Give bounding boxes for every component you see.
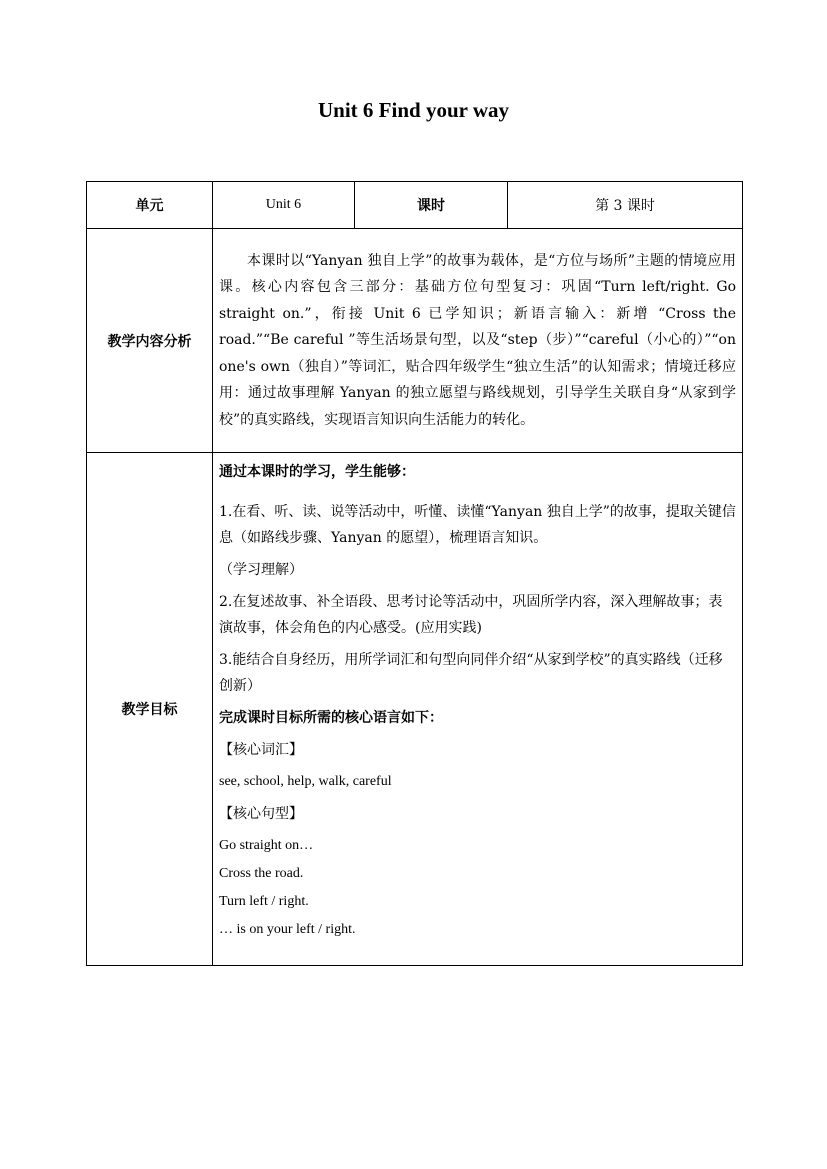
- sentence-1: Go straight on…: [219, 838, 314, 853]
- period-label: 课时: [355, 182, 508, 229]
- analysis-cell: [213, 229, 743, 453]
- goal-item-2: 2.在复述故事、补全语段、思考讨论等活动中，巩固所学内容，深入理解故事；表演故事，体会角色的内心感受。(应用实践): [219, 594, 723, 636]
- lesson-plan-table: [86, 181, 743, 966]
- sentence-3: Turn left / right.: [219, 894, 309, 909]
- goal-item-1-tag: （学习理解）: [219, 562, 303, 578]
- unit-label: 单元: [87, 182, 213, 229]
- goals-intro: 通过本课时的学习，学生能够：: [219, 464, 415, 480]
- analysis-label: 教学内容分析: [87, 229, 213, 453]
- goals-row: [87, 453, 743, 966]
- vocab-list: see, school, help, walk, careful: [219, 774, 392, 789]
- sentence-2: Cross the road.: [219, 866, 304, 881]
- goal-item-1: 1.在看、听、读、说等活动中，听懂、读懂“Yanyan 独自上学”的故事，提取关键信息（如路线步骤、Yanyan 的愿望），梳理语言知识。: [219, 504, 736, 546]
- core-language-intro: 完成课时目标所需的核心语言如下：: [219, 710, 443, 726]
- analysis-text: 本课时以“Yanyan 独自上学”的故事为载体，是“方位与场所”主题的情境应用课。核心内容包含三部分：基础方位句型复习：巩固“Turn left/right. Go straight on.”，衔接 Unit 6 已学知识；新语言输入：新增 “Cross the road.”“Be careful ”等生活场景句型，以及“step（步）”“careful（小心的）”“on one's own（独自）”等词汇，贴合四年级学生“独立生活”的认知需求；情境迁移应用：通过故事理解 Yanyan 的独立愿望与路线规划，引导学生关联自身“从家到学校”的真实路线，实现语言知识向生活能力的转化。: [219, 252, 736, 428]
- header-row: [87, 182, 743, 229]
- document-title: Unit 6 Find your way: [318, 98, 509, 122]
- analysis-row: [87, 229, 743, 453]
- sentence-heading: 【核心句型】: [219, 806, 303, 822]
- vocab-heading: 【核心词汇】: [219, 742, 303, 758]
- goal-item-3: 3.能结合自身经历，用所学词汇和句型向同伴介绍“从家到学校”的真实路线（迁移创新）: [219, 652, 723, 694]
- sentence-4: … is on your left / right.: [219, 922, 356, 937]
- goals-label: 教学目标: [87, 453, 213, 966]
- goals-cell: [213, 453, 743, 966]
- unit-value: Unit 6: [213, 182, 355, 229]
- period-value: 第 3 课时: [508, 182, 743, 229]
